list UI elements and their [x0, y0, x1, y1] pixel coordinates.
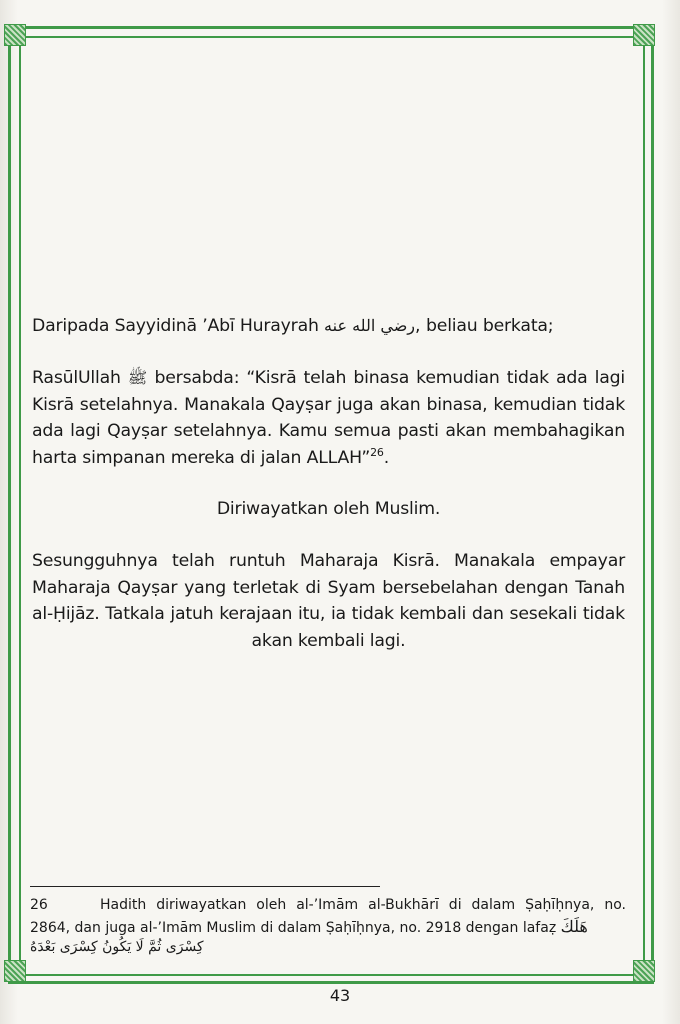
- footnote-arabic-inline: هَلَكَ: [560, 917, 588, 936]
- footnote-reference[interactable]: 26: [370, 445, 384, 459]
- footnote-text: [30, 895, 626, 939]
- arabic-salutation: ﷺ: [127, 368, 148, 387]
- footnote-divider: [30, 886, 380, 887]
- footnote-number: 26: [30, 897, 48, 913]
- paragraph-commentary: Sesungguhnya telah runtuh Maharaja Kisrā. Manakala empayar Maharaja Qayṣar yang terletak di Syam bersebelahan dengan Tanah al-Ḥijāz. Tatkala jatuh kerajaan itu, ia tidak kembali dan sesekali tidak akan kembali lagi.: [32, 551, 625, 651]
- corner-ornament-icon: [4, 960, 26, 982]
- hadith-text: bersabda: “Kisrā telah binasa kemudian tidak ada lagi Kisrā setelahnya. Manakala Qayṣar juga akan binasa, kemudian tidak ada lagi Qayṣar setelahnya. Kamu semua pasti akan membahagikan harta simpanan mereka di jalan ALLAH”: [32, 368, 625, 468]
- corner-ornament-icon: [633, 960, 655, 982]
- narrator-text: Daripada Sayyidinā ’Abī Hurayrah: [32, 316, 325, 336]
- corner-ornament-icon: [4, 24, 26, 46]
- paragraph-hadith: [32, 365, 625, 471]
- narrator-text-end: , beliau berkata;: [415, 316, 554, 336]
- arabic-honorific: رضي الله عنه: [324, 316, 415, 335]
- paragraph-source: Diriwayatkan oleh Muslim.: [216, 499, 441, 519]
- page-number: 43: [329, 986, 351, 1005]
- footnote-arabic-line: كِسْرَى ثُمَّ لَا يَكُونُ كِسْرَى بَعْدَهُ: [30, 939, 204, 955]
- corner-ornament-icon: [633, 24, 655, 46]
- hadith-text-start: RasūlUllah: [32, 368, 128, 388]
- hadith-text-end: .: [383, 447, 390, 468]
- footnote-text-body: Hadith diriwayatkan oleh al-’Imām al-Bukhārī di dalam Ṣaḥīḥnya, no. 2864, dan juga al-’Imām Muslim di dalam Ṣaḥīḥnya, no. 2918 dengan lafaẓ: [30, 897, 626, 936]
- paragraph-narrator: [32, 313, 625, 340]
